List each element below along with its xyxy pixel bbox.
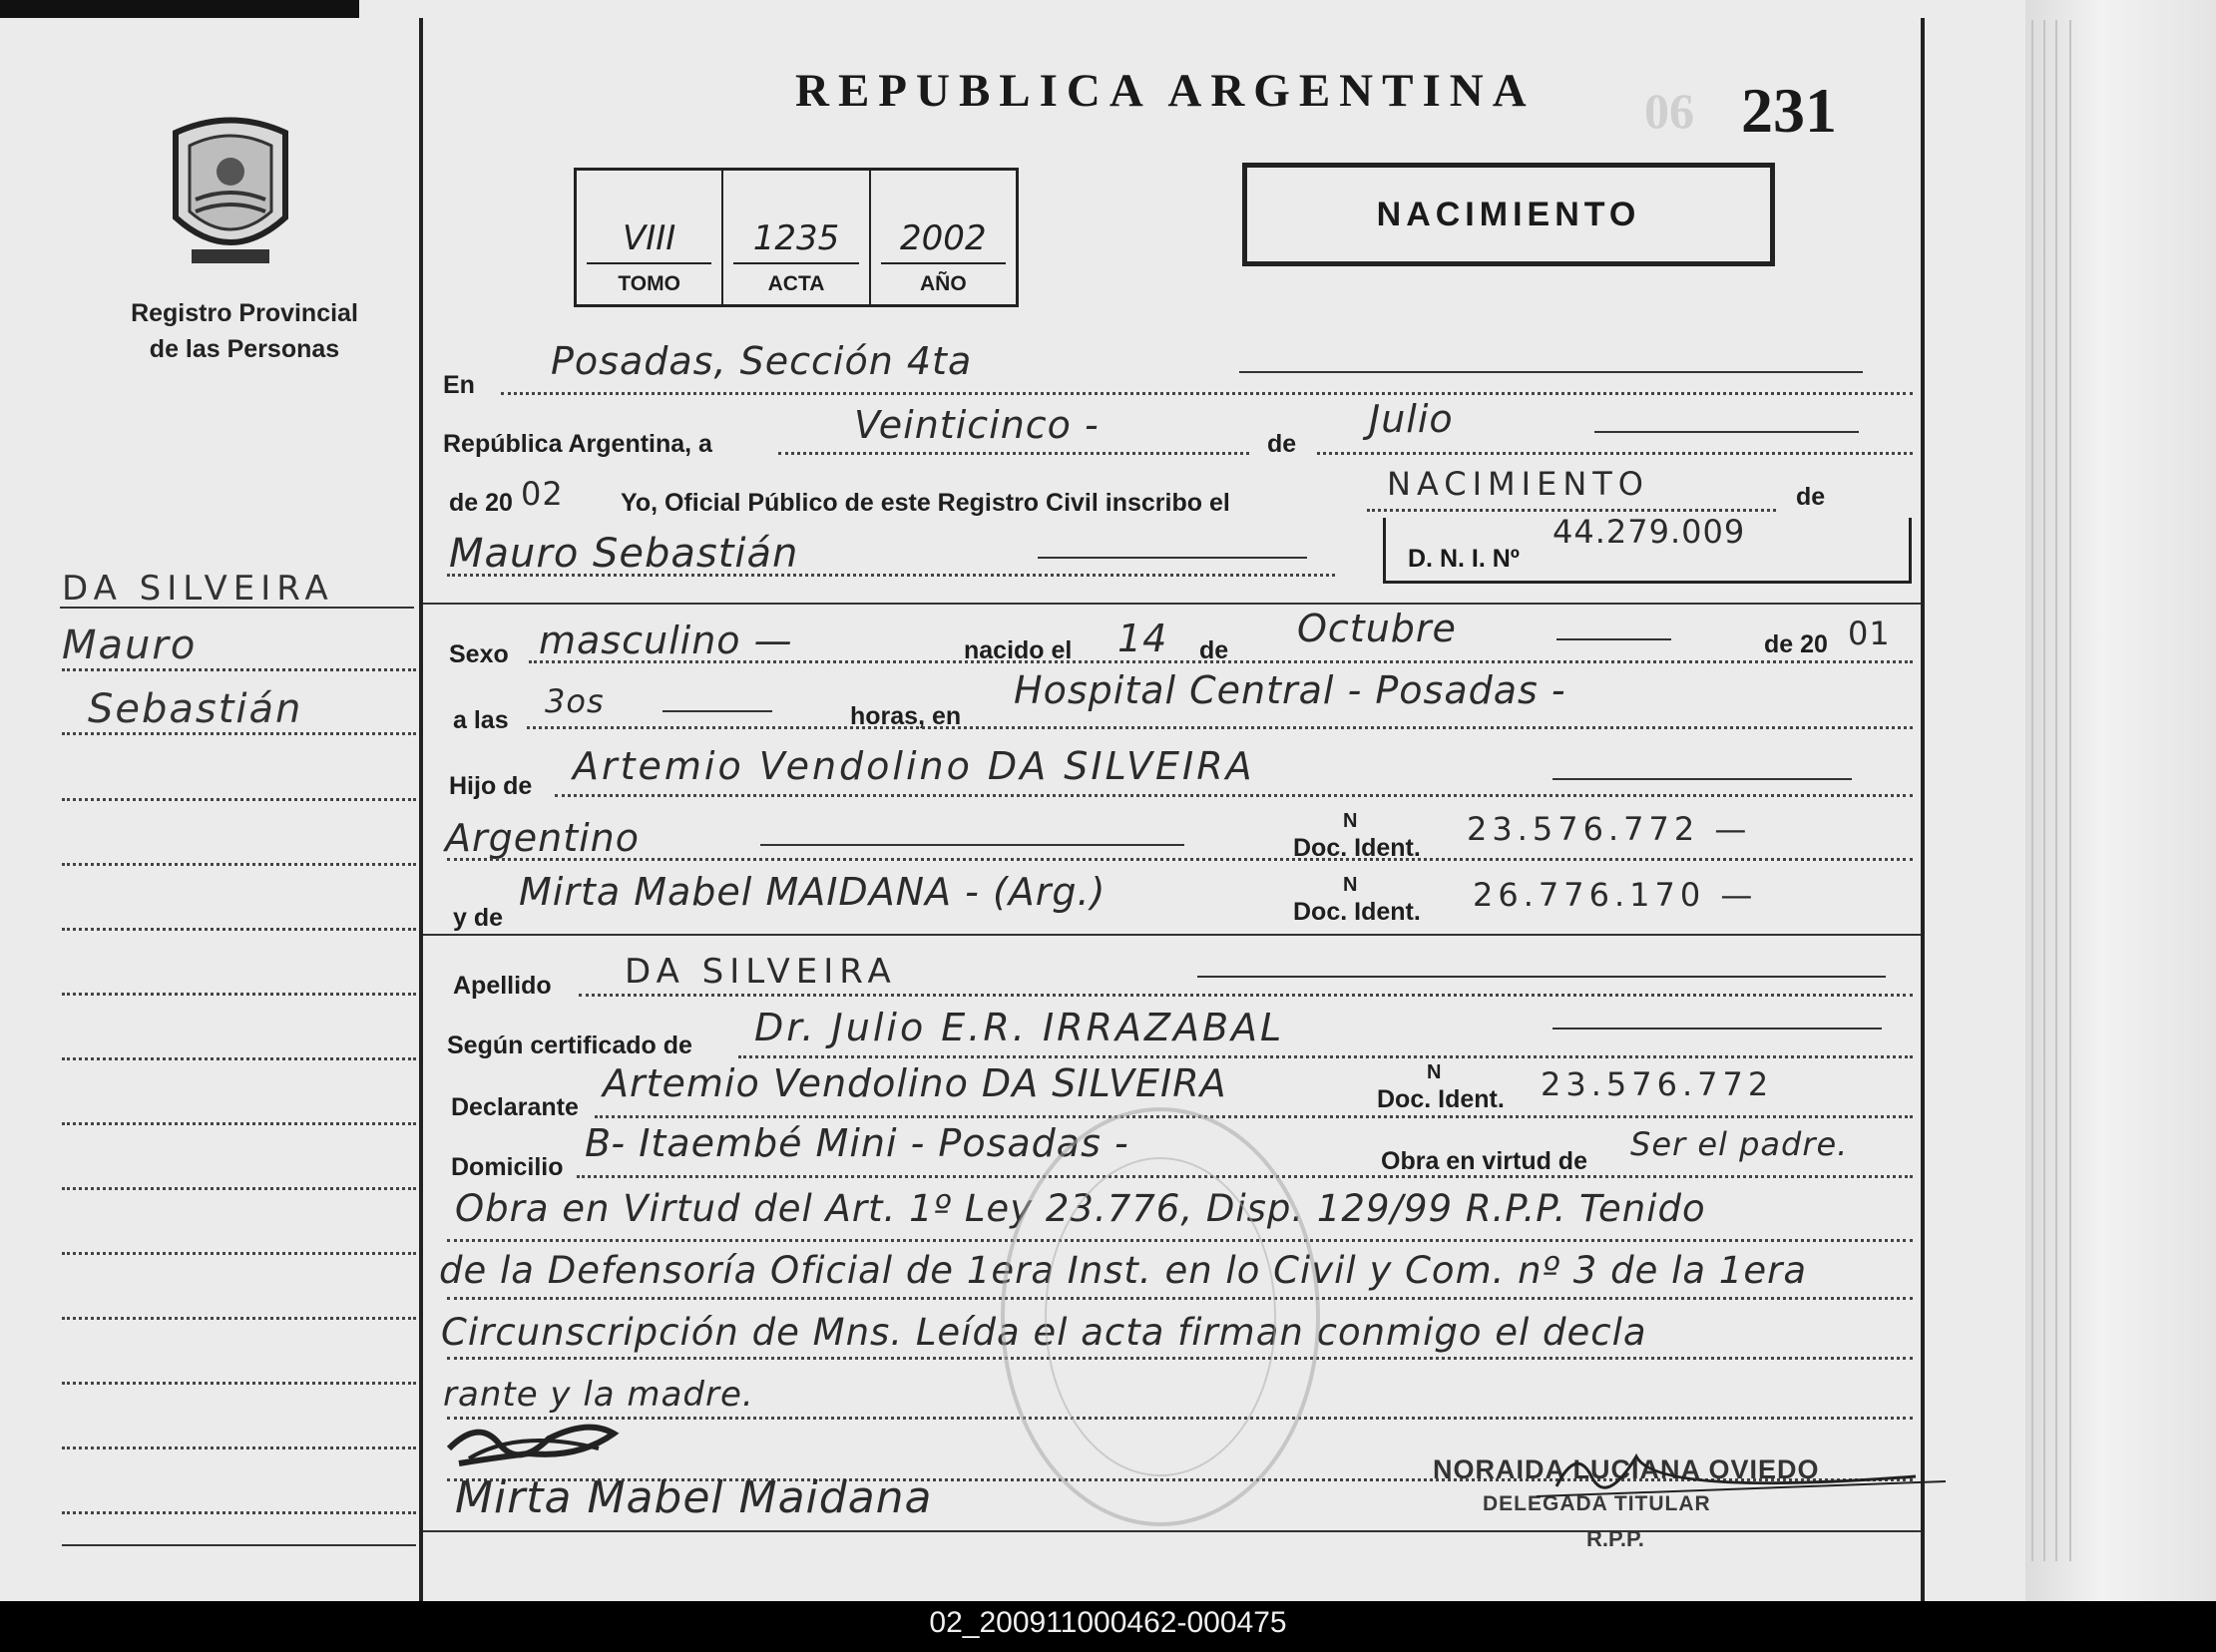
margin-surname: DA SILVEIRA [62,569,334,609]
domicilio-label: Domicilio [451,1153,564,1181]
year-suffix: 02 [521,475,564,513]
ano-label: AÑO [919,272,967,295]
official-signature [1517,1437,1956,1516]
form-line [1317,452,1913,455]
margin-line [62,668,416,671]
form-line [1367,509,1776,512]
dni-value: 44.279.009 [1552,513,1746,551]
section-divider [423,603,1921,605]
nacido-label: nacido el [964,636,1073,664]
registry-name-line1: Registro Provincial [131,299,358,327]
certificado-value: Dr. Julio E.R. IRRAZABAL [754,1006,1285,1049]
declarante-label: Declarante [451,1093,579,1121]
official-title: DELEGADA TITULAR [1483,1492,1711,1515]
de-label: de [1267,430,1297,458]
ano-value: 2002 [900,218,987,258]
form-line [1552,778,1852,780]
en-label: En [443,371,475,399]
margin-line [62,993,416,996]
official-org: R.P.P. [1586,1526,1644,1551]
margin-line [62,1057,416,1060]
y-de-label: y de [453,904,504,932]
tomo-label: TOMO [618,272,680,295]
form-line [447,574,1335,577]
note-line-4: rante y la madre. [443,1375,754,1415]
record-cell-tomo [577,171,723,304]
margin-line [62,732,416,735]
form-line [501,392,1913,395]
father-name: Artemio Vendolino DA SILVEIRA [573,744,1255,788]
dni-label: D. N. I. Nº [1408,545,1520,573]
yo-text: Yo, Oficial Público de este Registro Civil inscribo el [621,489,1230,517]
registry-name-line2: de las Personas [149,335,340,363]
form-line [527,726,1913,729]
de-label-3: de [1199,636,1229,664]
record-table [574,168,1019,307]
obra-label: Obra en virtud de [1381,1147,1587,1175]
book-edge [2025,0,2216,1601]
child-name: Mauro Sebastián [449,531,799,577]
birth-year-prefix: de 20 [1764,630,1828,658]
doc-sup: N [1343,874,1358,896]
sexo-label: Sexo [449,640,509,668]
birth-day: 14 [1117,617,1168,660]
month-value: Julio [1369,397,1454,441]
birth-year-suffix: 01 [1848,615,1891,652]
inscribe-type: NACIMIENTO [1387,465,1649,503]
margin-line [62,863,416,866]
province-crest-icon [156,108,305,267]
margin-line [62,798,416,801]
form-bottom-line [423,1530,1921,1532]
father-doc-label: Doc. Ident. [1293,834,1421,862]
form-line [1594,431,1859,433]
declarante-doc: 23.576.772 [1541,1065,1774,1103]
father-doc: 23.576.772 — [1467,810,1752,848]
margin-line [62,1446,416,1449]
acta-label: ACTA [767,272,825,295]
form-line [1197,976,1886,978]
form-line [778,452,1249,455]
record-cell-acta [723,171,870,304]
domicilio-value: B- Itaembé Mini - Posadas - [585,1121,1129,1165]
form-line [1552,1028,1882,1030]
father-nationality: Argentino [445,816,640,860]
margin-line [62,1187,416,1190]
form-line [663,710,772,712]
section-divider [423,934,1921,936]
horas-label: horas, en [850,702,962,730]
form-line [1239,371,1863,373]
folio-number: 231 [1741,75,1837,146]
margin-line [62,1382,416,1385]
image-id-footer: 02_200911000462-000475 [929,1606,1287,1639]
birth-month: Octubre [1297,607,1457,650]
official-name: NORAIDA LUCIANA OVIEDO [1433,1454,1820,1484]
apellido-value: DA SILVEIRA [625,952,897,992]
republica-label: República Argentina, a [443,430,712,458]
margin-line [62,928,416,931]
margin-line [62,1252,416,1255]
form-line [1556,638,1671,640]
form-line [760,844,1184,846]
form-line [555,794,1913,797]
margin-line [62,1122,416,1125]
declarant-signature [439,1409,629,1478]
sexo-value: masculino — [539,619,793,662]
doc-sup: N [1343,810,1358,832]
mother-doc-label: Doc. Ident. [1293,898,1421,926]
form-line [579,994,1913,997]
margin-line [62,1511,416,1514]
hour-value: 3os [545,682,605,720]
form-line [1038,557,1307,559]
tomo-value: VIII [622,218,676,258]
de-label-2: de [1796,483,1826,511]
form-line [738,1055,1913,1058]
place-value: Posadas, Sección 4ta [551,339,973,383]
hijo-label: Hijo de [449,772,533,800]
declarante-value: Artemio Vendolino DA SILVEIRA [603,1061,1227,1105]
margin-line [60,607,414,609]
margin-given-name-1: Mauro [62,622,198,668]
form-right-border [1921,18,1925,1601]
official-seal [1001,1107,1320,1526]
certificado-label: Según certificado de [447,1032,692,1059]
birth-place: Hospital Central - Posadas - [1014,668,1566,712]
a-las-label: a las [453,706,509,734]
page-title: REPUBLICA ARGENTINA [795,65,1536,117]
mother-doc: 26.776.170 — [1473,876,1758,914]
margin-line [62,1317,416,1320]
form-line [595,1115,1913,1118]
mother-name: Mirta Mabel MAIDANA - (Arg.) [519,870,1107,914]
column-divider [419,18,423,1601]
margin-bottom-line [70,1544,414,1546]
year-prefix: de 20 [449,489,513,517]
declarante-doc-label: Doc. Ident. [1377,1085,1505,1113]
form-line [529,660,1913,663]
acta-value: 1235 [752,218,840,258]
form-line [447,858,1913,861]
obra-value: Ser el padre. [1630,1125,1849,1163]
mother-signature: Mirta Mabel Maidana [455,1472,933,1523]
note-line-2: de la Defensoría Oficial de 1era Inst. en lo Civil y Com. nº 3 de la 1era [439,1249,1807,1292]
apellido-label: Apellido [453,972,552,1000]
record-cell-ano [871,171,1016,304]
doc-sup: N [1427,1061,1442,1083]
note-line-3: Circunscripción de Mns. Leída el acta firman conmigo el decla [441,1311,1647,1354]
day-value: Veinticinco - [854,403,1100,447]
note-line-1: Obra en Virtud del Art. 1º Ley 23.776, Disp. 129/99 R.P.P. Tenido [455,1187,1706,1230]
record-type-box: NACIMIENTO [1242,163,1775,266]
margin-given-name-2: Sebastián [88,686,303,732]
folio-stamp: 06 [1644,83,1694,139]
scan-border [0,0,359,18]
